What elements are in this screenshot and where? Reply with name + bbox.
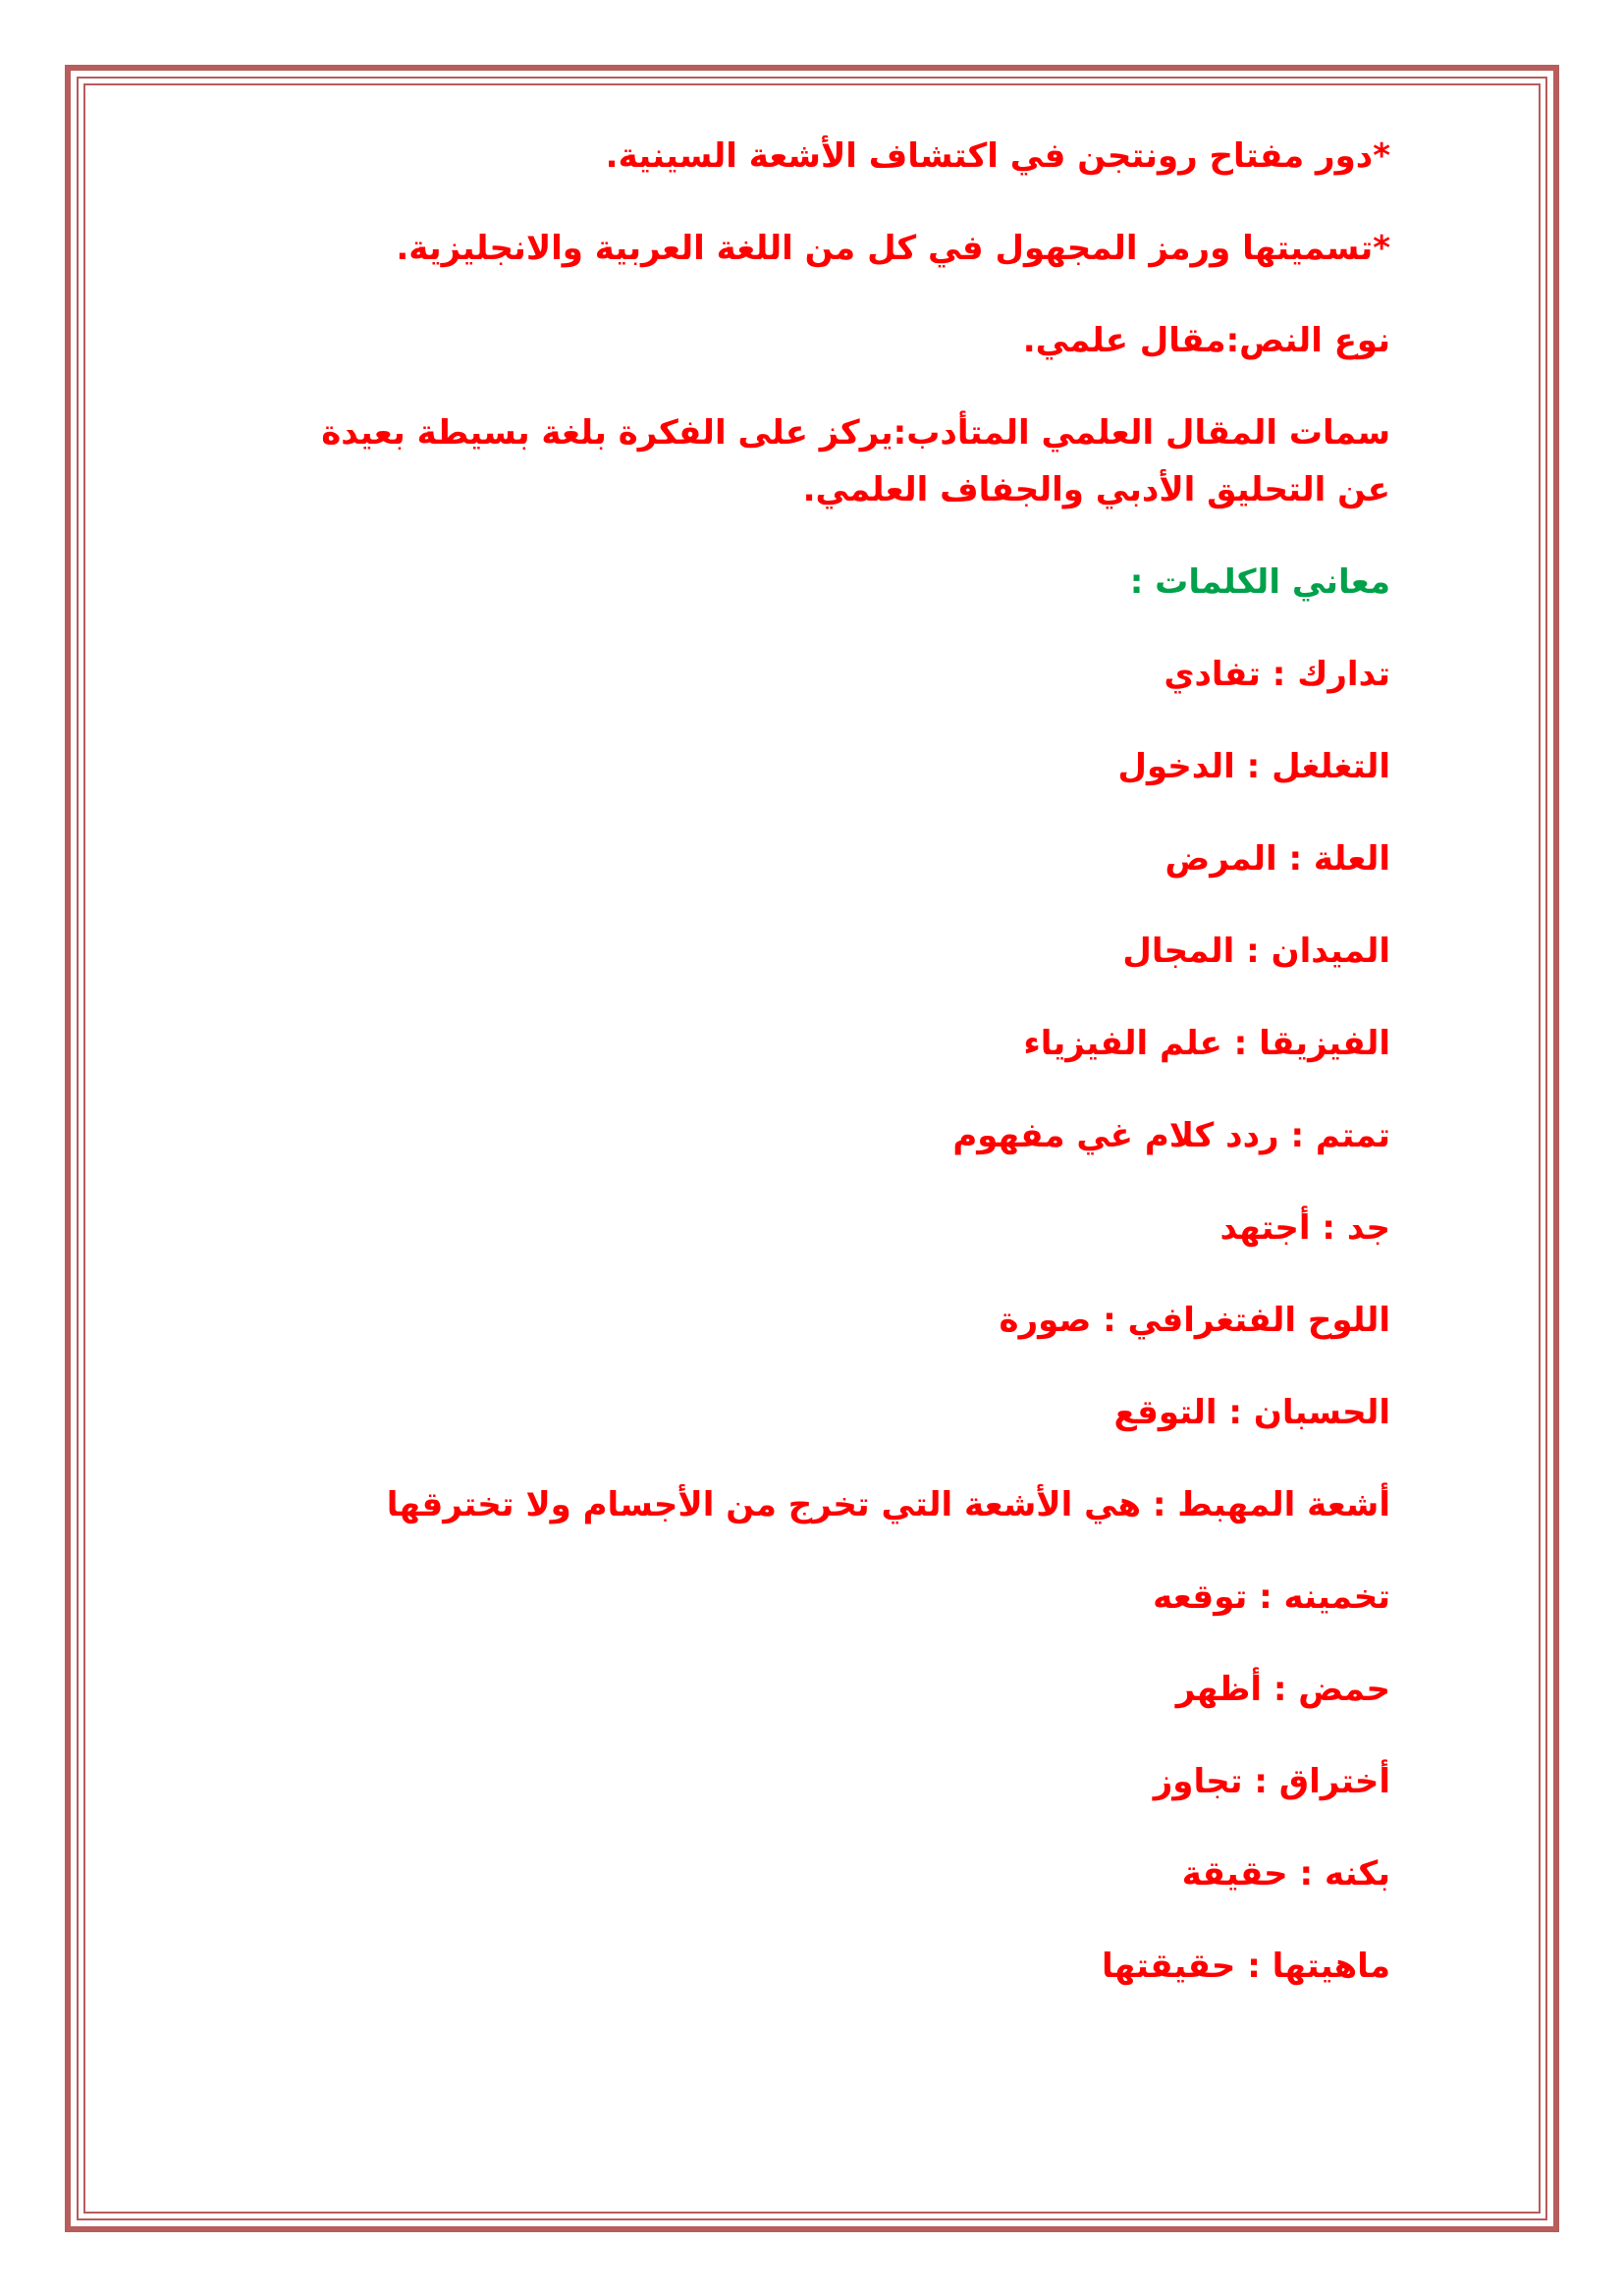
vocabulary-item: اللوح الفتغرافي : صورة <box>999 1301 1390 1340</box>
vocabulary-item: العلة : المرض <box>1164 839 1390 879</box>
vocabulary-list <box>300 646 1390 1995</box>
vocabulary-item: ماهيتها : حقيقتها <box>1101 1947 1390 1986</box>
article-features: سمات المقال العلمي المتأدب:يركز على الفكرة بلغة بسيطة بعيدة عن التحليق الأدبي والجفاف العلمي. <box>321 413 1390 509</box>
vocabulary-item: بكنه : حقيقة <box>1181 1854 1390 1894</box>
vocabulary-item: الحسبان : التوقع <box>1113 1393 1390 1432</box>
vocabulary-item: تدارك : تفادي <box>1164 655 1390 694</box>
vocabulary-item: أشعة المهبط : هي الأشعة التي تخرج من الأجسام ولا تخترقها <box>386 1485 1390 1524</box>
vocabulary-item: حمض : أظهر <box>1175 1670 1390 1709</box>
vocabulary-item: الفيزيقا : علم الفيزياء <box>1023 1024 1390 1063</box>
text-type: نوع النص:مقال علمي. <box>1022 321 1390 360</box>
vocabulary-item: تخمينه : توقعه <box>1153 1577 1390 1617</box>
intro-line-2: *تسميتها ورمز المجهول في كل من اللغة العربية والانجليزية. <box>396 229 1390 268</box>
vocabulary-heading: معاني الكلمات : <box>1129 562 1390 602</box>
vocabulary-item: التغلغل : الدخول <box>1117 747 1390 786</box>
vocabulary-item: جد : أجتهد <box>1219 1208 1390 1248</box>
vocabulary-item: أختراق : تجاوز <box>1153 1762 1390 1801</box>
intro-line-1: *دور مفتاح رونتجن في اكتشاف الأشعة السينية. <box>605 136 1390 176</box>
vocabulary-item: تمتم : ردد كلام غي مفهوم <box>952 1116 1390 1155</box>
document-body <box>300 128 1390 2030</box>
vocabulary-item: الميدان : المجال <box>1122 932 1390 971</box>
